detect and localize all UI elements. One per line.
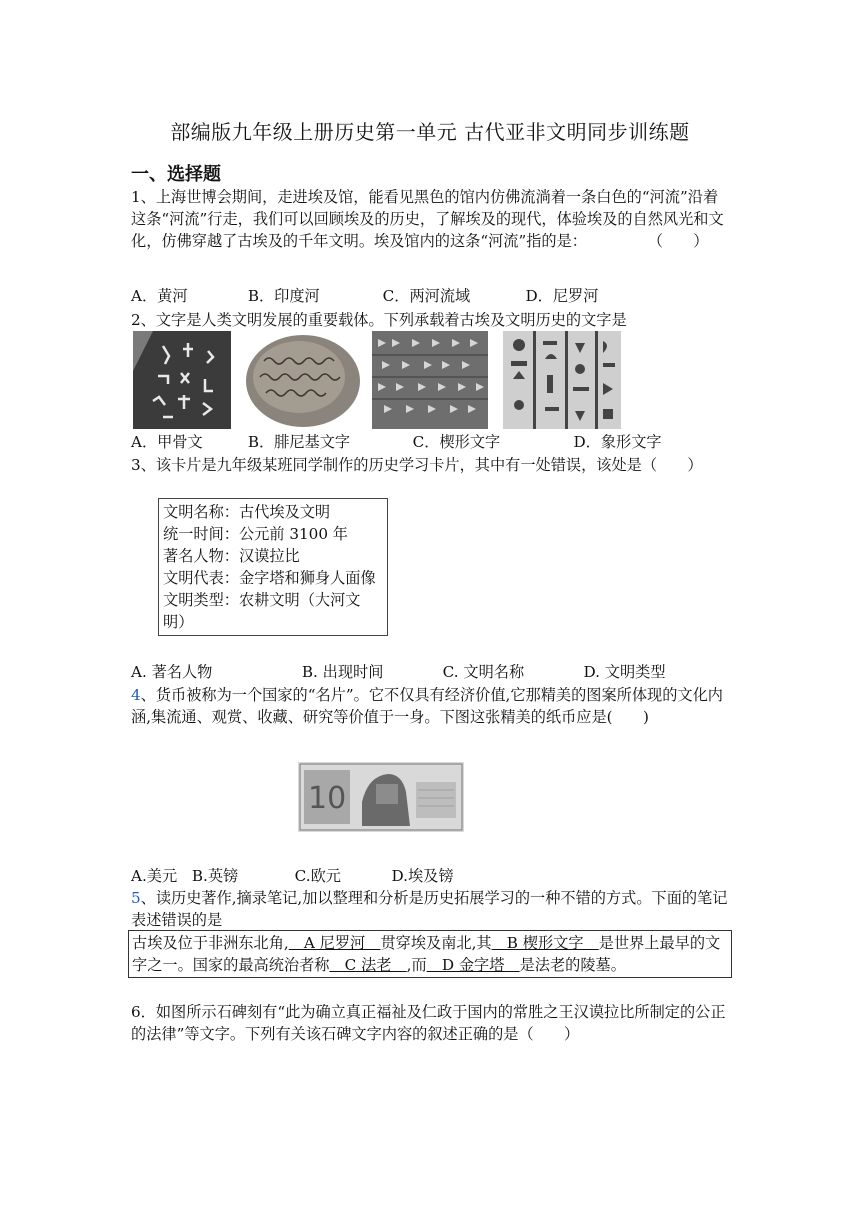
question-3-options [131, 661, 666, 683]
question-1-text: 1、上海世博会期间，走进埃及馆，能看见黑色的馆内仿佛流淌着一条白色的“河流”沿着这条“河流”行走，我们可以回顾埃及的历史，了解埃及的现代，体验埃及的自然风光和文化，仿佛穿越了古埃及的千年文明。埃及馆内的这条“河流”指的是： （ ） [131, 188, 724, 250]
note-text: 古埃及位于非洲东北角, [132, 934, 289, 952]
note-blank-a: A 尼罗河 [288, 934, 381, 952]
option-d: D．尼罗河 [525, 287, 599, 305]
option-c: C.欧元 [294, 867, 341, 885]
option-a: A. 著名人物 [131, 663, 213, 681]
note-text: ,而 [406, 956, 427, 974]
question-5-text [131, 887, 731, 931]
note-text: 贯穿埃及南北,其 [380, 934, 492, 952]
option-c: C．楔形文字 [412, 433, 501, 451]
question-6-text: 6．如图所示石碑刻有“此为确立真正福祉及仁政于国内的常胜之王汉谟拉比所制定的公正的法律”等文字。下列有关该石碑文字内容的叙述正确的是（ ） [131, 1003, 726, 1043]
question-3-text: 3、该卡片是九年级某班同学制作的历史学习卡片，其中有一处错误，该处是（ ） [131, 456, 703, 474]
study-note-box [128, 930, 732, 978]
hieroglyph-icon [503, 331, 621, 429]
question-2-options [131, 431, 662, 453]
option-d: D．象形文字 [573, 433, 662, 451]
svg-text:10: 10 [308, 781, 347, 816]
option-d: D. 文明类型 [583, 663, 666, 681]
option-c: C．两河流域 [382, 287, 471, 305]
card-line: 文明名称：古代埃及文明 [163, 503, 331, 521]
page-title: 部编版九年级上册历史第一单元 古代亚非文明同步训练题 [170, 120, 690, 144]
question-4-text [131, 684, 731, 728]
oracle-bone-script-icon [133, 331, 231, 429]
question-1-options [131, 285, 598, 307]
option-b: B.英镑 [191, 867, 239, 885]
question-5-number: 5 [131, 889, 141, 907]
option-a: A.美元 [131, 867, 178, 885]
option-a: A．甲骨文 [131, 433, 203, 451]
card-line: 文明代表：金字塔和狮身人面像 [163, 569, 376, 587]
card-line: 文明类型：农耕文明（大河文明） [163, 591, 361, 631]
question-4-number: 4 [131, 686, 141, 704]
card-line: 统一时间：公元前 3100 年 [163, 525, 348, 543]
note-text: 是法老的陵墓。 [519, 956, 626, 974]
card-line: 著名人物：汉谟拉比 [163, 547, 300, 565]
question-5-body: 、读历史著作,摘录笔记,加以整理和分析是历史拓展学习的一种不错的方式。下面的笔记表述错误的是 [131, 889, 728, 929]
study-card [158, 498, 388, 636]
option-b: B．印度河 [247, 287, 320, 305]
cuneiform-icon [372, 331, 488, 429]
option-c: C. 文明名称 [442, 663, 525, 681]
section-heading: 一、选择题 [131, 164, 221, 185]
note-blank-b: B 楔形文字 [491, 934, 599, 952]
note-blank-d: D 金字塔 [426, 956, 520, 974]
question-2-text: 2、文字是人类文明发展的重要载体。下列承载着古埃及文明历史的文字是 [131, 311, 627, 329]
note-blank-c: C 法老 [329, 956, 407, 974]
option-a: A．黄河 [131, 287, 188, 305]
option-b: B. 出现时间 [301, 663, 384, 681]
question-4-options [131, 865, 454, 887]
question-4-body: 、货币被称为一个国家的“名片”。它不仅具有经济价值,它那精美的图案所体现的文化内涵,集流通、观赏、收藏、研究等价值于一身。下图这张精美的纸币应是( ) [131, 686, 723, 726]
note-text: 是世界上最早的文字之一。国家的最高统治者称 [132, 934, 721, 974]
banknote-icon [298, 762, 464, 832]
option-b: B．腓尼基文字 [247, 433, 351, 451]
option-d: D.埃及镑 [391, 867, 454, 885]
phoenician-script-icon [244, 331, 362, 429]
